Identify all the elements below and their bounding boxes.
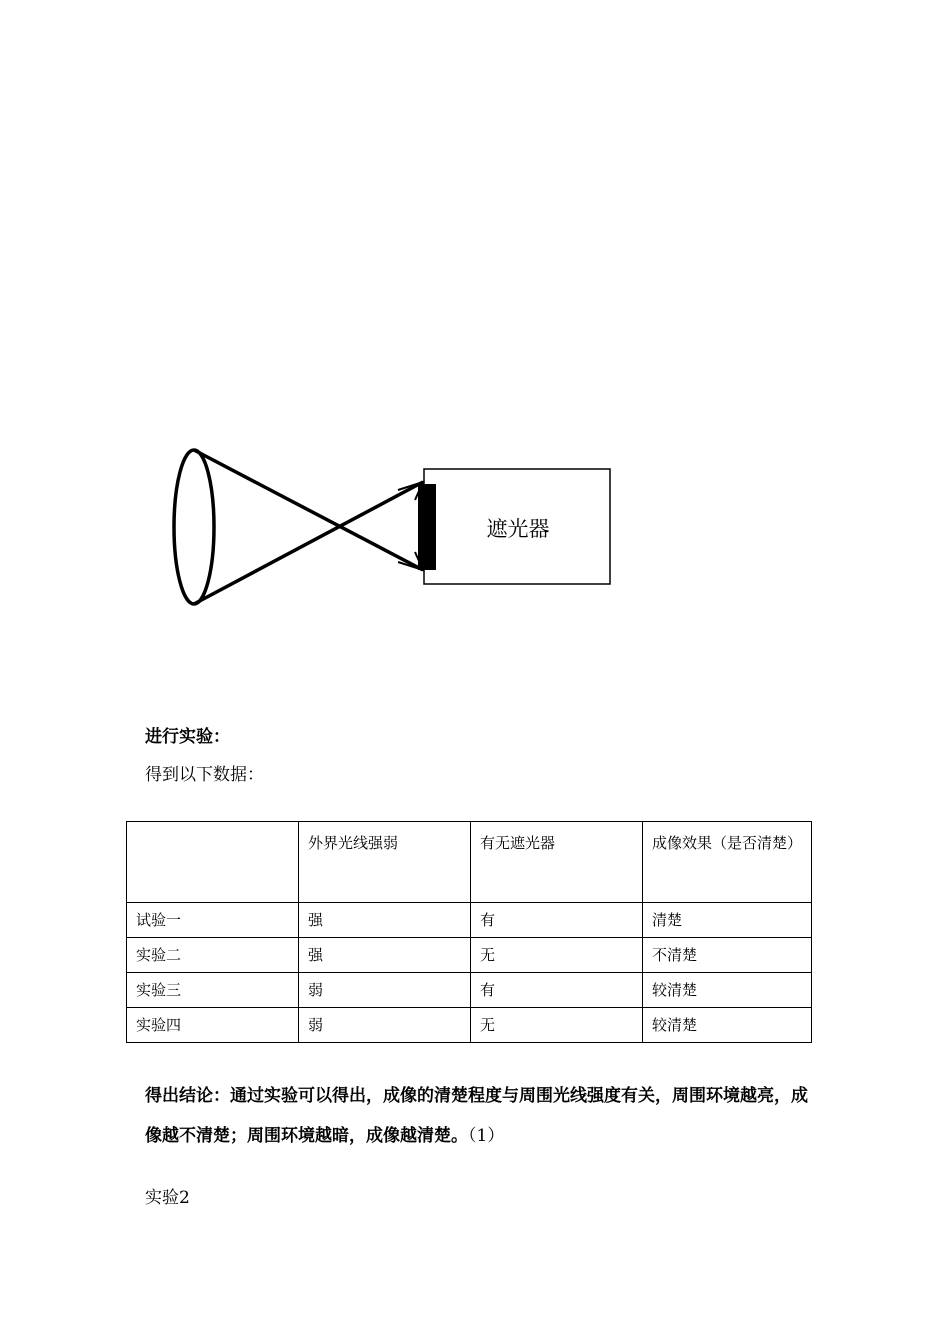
table-row	[127, 938, 812, 973]
table-cell: 不清楚	[643, 938, 812, 973]
conclusion-paragraph	[145, 1076, 815, 1156]
box-label: 遮光器	[486, 517, 550, 541]
table-cell: 实验四	[127, 1008, 299, 1043]
table-cell: 实验三	[127, 973, 299, 1008]
table-cell: 较清楚	[643, 1008, 812, 1043]
pinhole-diagram	[160, 438, 700, 628]
table-cell: 弱	[299, 1008, 471, 1043]
table-cell: 弱	[299, 973, 471, 1008]
table-cell: 实验二	[127, 938, 299, 973]
header-cell: 有无遮光器	[471, 822, 643, 903]
header-cell: 成像效果（是否清楚）	[643, 822, 812, 903]
data-intro: 得到以下数据：	[145, 765, 264, 785]
lens-ellipse	[174, 450, 214, 604]
ray-top	[194, 450, 423, 570]
header-cell	[127, 822, 299, 903]
table-cell: 清楚	[643, 903, 812, 938]
next-section-title: 实验2	[145, 1188, 190, 1208]
table-row	[127, 973, 812, 1008]
ray-bottom	[194, 482, 423, 604]
conclusion-text: 得出结论：通过实验可以得出，成像的清楚程度与周围光线强度有关，周围环境越亮，成像越不清楚；周围环境越暗，成像越清楚。	[145, 1086, 808, 1146]
screen-bar	[418, 484, 436, 570]
results-table	[126, 821, 812, 1043]
section-heading: 进行实验：	[145, 727, 230, 747]
table-cell: 有	[471, 973, 643, 1008]
table-cell: 无	[471, 938, 643, 973]
table-cell: 强	[299, 903, 471, 938]
table-row	[127, 1008, 812, 1043]
table-cell: 较清楚	[643, 973, 812, 1008]
table-cell: 试验一	[127, 903, 299, 938]
conclusion-ref: （1）	[468, 1126, 505, 1146]
table-cell: 有	[471, 903, 643, 938]
header-cell: 外界光线强弱	[299, 822, 471, 903]
table-cell: 强	[299, 938, 471, 973]
table-header-row	[127, 822, 812, 903]
table-row	[127, 903, 812, 938]
table-cell: 无	[471, 1008, 643, 1043]
